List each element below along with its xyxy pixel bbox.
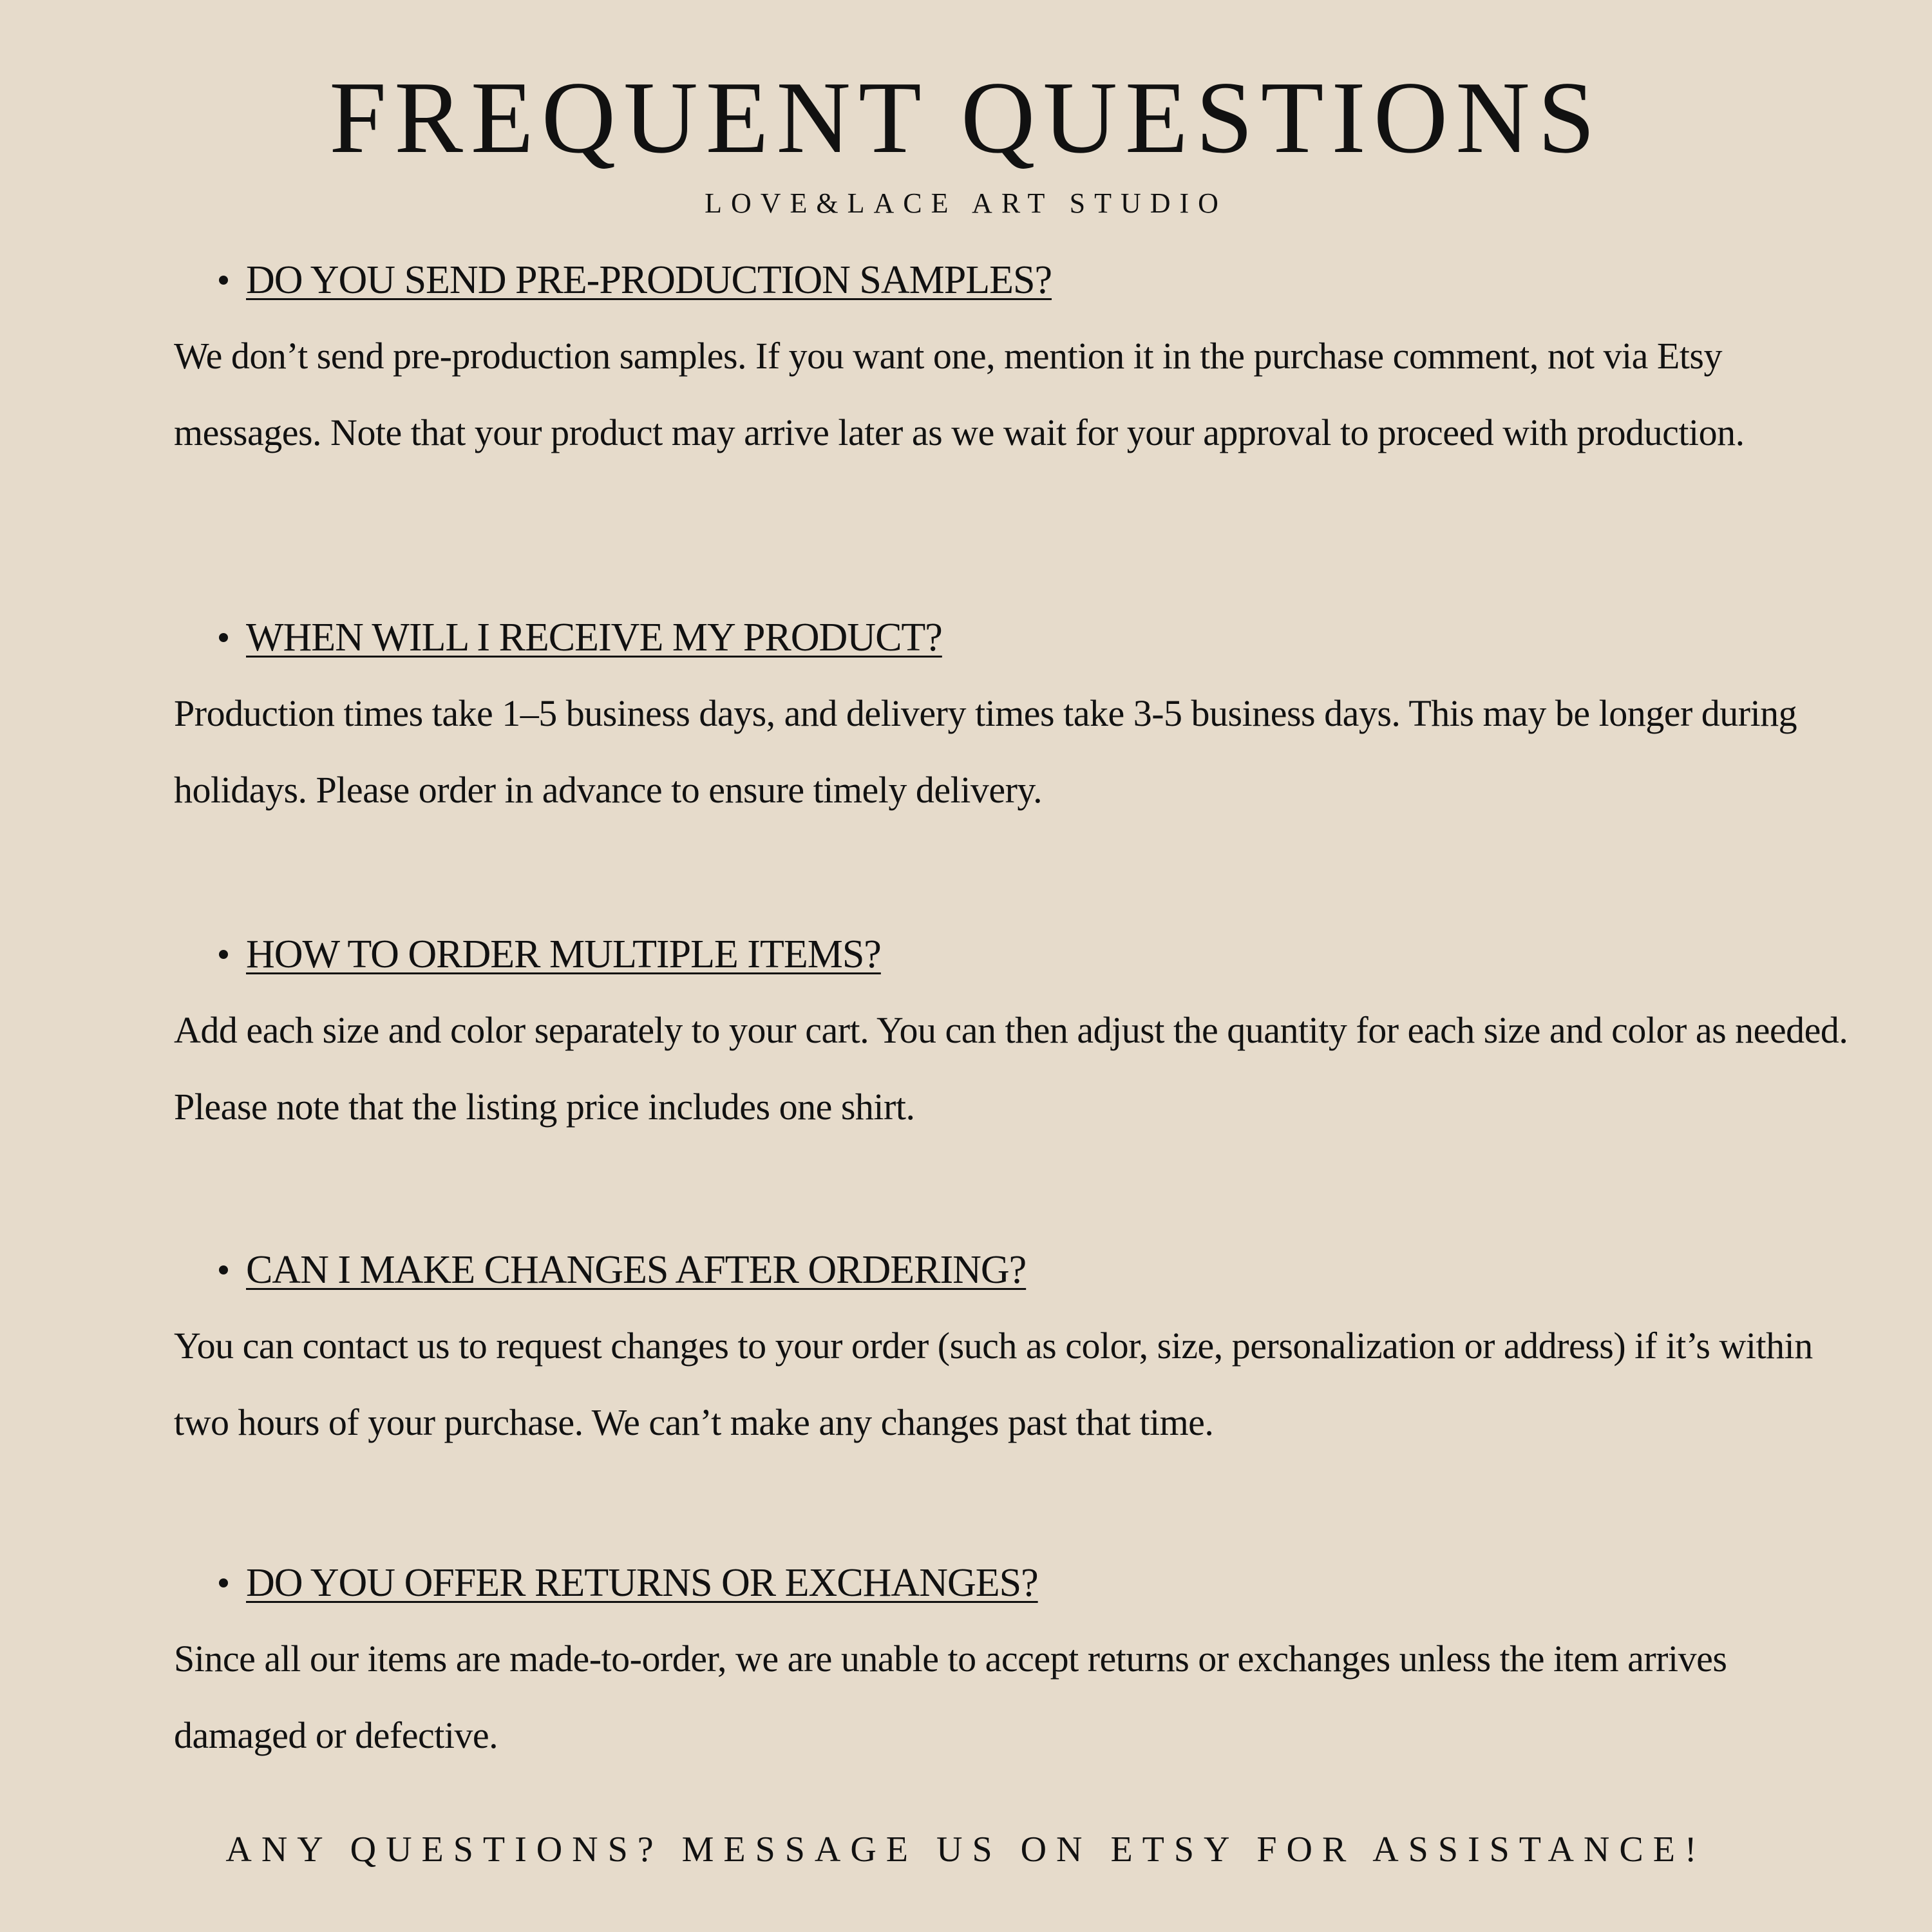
studio-name: LOVE&LACE ART STUDIO <box>705 187 1227 219</box>
faq-question <box>219 1244 1848 1296</box>
faq-question <box>219 254 1848 306</box>
bullet-icon <box>219 950 228 959</box>
faq-question <box>219 929 1848 980</box>
faq-answer: We don’t send pre-production samples. If you want one, mention it in the purchase comment, not via Etsy messages. Note that your product may arrive later as we wait for your approval to proceed with production. <box>174 335 1745 453</box>
faq-answer: Add each size and color separately to your cart. You can then adjust the quantity for each size and color as needed. Please note that the listing price includes one shirt. <box>174 1009 1848 1128</box>
bullet-icon <box>219 276 228 285</box>
faq-item-samples <box>174 254 1848 471</box>
faq-question <box>219 612 1848 663</box>
faq-answer: Since all our items are made-to-order, we are unable to accept returns or exchanges unless the item arrives damaged or defective. <box>174 1638 1727 1756</box>
faq-item-returns <box>174 1557 1848 1774</box>
footer-contact-note: ANY QUESTIONS? MESSAGE US ON ETSY FOR ASSISTANCE! <box>225 1830 1707 1870</box>
faq-answer: Production times take 1–5 business days, and delivery times take 3-5 business days. This may be longer during holidays. Please order in advance to ensure timely delivery. <box>174 692 1797 811</box>
question-text: CAN I MAKE CHANGES AFTER ORDERING? <box>246 1248 1027 1292</box>
question-text: DO YOU SEND PRE-PRODUCTION SAMPLES? <box>246 258 1052 302</box>
bullet-icon <box>219 1578 228 1587</box>
question-text: HOW TO ORDER MULTIPLE ITEMS? <box>246 933 881 976</box>
bullet-icon <box>219 1265 228 1274</box>
faq-item-delivery <box>174 612 1848 828</box>
faq-answer: You can contact us to request changes to your order (such as color, size, personalization or address) if it’s within two hours of your purchase. We can’t make any changes past that time. <box>174 1325 1813 1443</box>
faq-item-changes <box>174 1244 1848 1461</box>
faq-question <box>219 1557 1848 1609</box>
page-title: FREQUENT QUESTIONS <box>329 60 1603 175</box>
question-text: DO YOU OFFER RETURNS OR EXCHANGES? <box>246 1561 1038 1605</box>
faq-item-multiple-items <box>174 929 1848 1145</box>
question-text: WHEN WILL I RECEIVE MY PRODUCT? <box>246 616 942 659</box>
bullet-icon <box>219 633 228 642</box>
